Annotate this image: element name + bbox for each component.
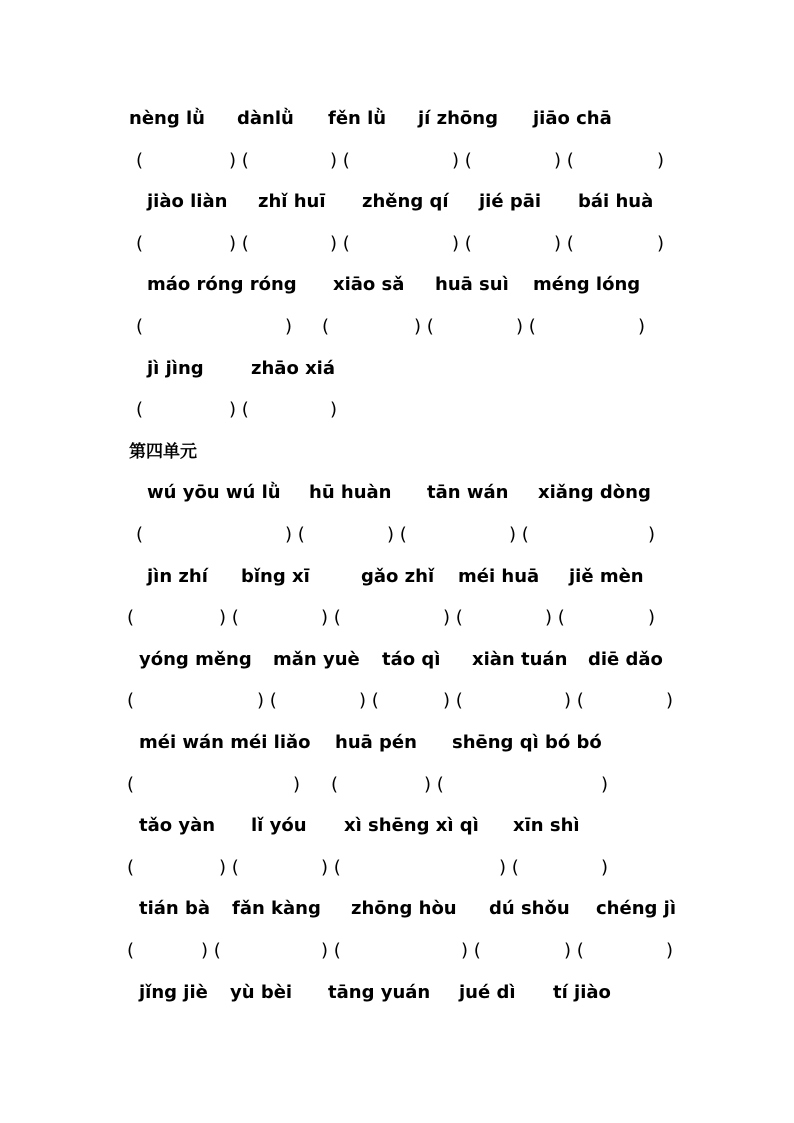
answer-bracket: ) ( xyxy=(201,940,221,961)
pinyin-word: xì shēng xì qì xyxy=(344,815,479,836)
pinyin-word: méng lóng xyxy=(533,274,641,295)
answer-bracket: ( xyxy=(331,774,339,795)
answer-bracket: ) xyxy=(648,524,656,545)
pinyin-word: jiě mèn xyxy=(569,566,644,587)
pinyin-word: jié pāi xyxy=(479,191,542,212)
pinyin-word: jué dì xyxy=(459,982,516,1003)
pinyin-word: yù bèi xyxy=(230,982,293,1003)
answer-bracket: ( xyxy=(136,524,144,545)
answer-bracket: ( xyxy=(136,233,144,254)
pinyin-word: lǐ yóu xyxy=(251,815,307,836)
pinyin-word: zhōng hòu xyxy=(351,898,457,919)
pinyin-word: jiào liàn xyxy=(147,191,228,212)
pinyin-word: tāng yuán xyxy=(328,982,431,1003)
answer-bracket: ) xyxy=(285,316,293,337)
answer-bracket: ) ( xyxy=(387,524,407,545)
answer-bracket: ) ( xyxy=(321,857,341,878)
answer-bracket: ) xyxy=(657,150,665,171)
pinyin-word: jiāo chā xyxy=(533,108,612,129)
pinyin-word: wú yōu wú lǜ xyxy=(147,482,281,503)
pinyin-word: jì jìng xyxy=(147,358,204,379)
pinyin-word: shēng qì bó bó xyxy=(452,732,602,753)
answer-bracket: ( xyxy=(322,316,330,337)
answer-bracket: ( xyxy=(127,690,135,711)
answer-bracket: ) xyxy=(330,399,338,420)
pinyin-word: nèng lǜ xyxy=(129,108,205,129)
answer-bracket: ) ( xyxy=(321,607,341,628)
answer-bracket: ) ( xyxy=(545,607,565,628)
pinyin-word: jǐng jiè xyxy=(139,982,208,1003)
pinyin-word: dú shǒu xyxy=(489,898,570,919)
answer-bracket: ) ( xyxy=(509,524,529,545)
answer-bracket: ) xyxy=(601,774,609,795)
answer-bracket: ( xyxy=(127,857,135,878)
pinyin-word: méi wán méi liǎo xyxy=(139,732,311,753)
pinyin-word: yóng měng xyxy=(139,649,252,670)
answer-bracket: ) xyxy=(638,316,646,337)
pinyin-word: huā pén xyxy=(335,732,417,753)
answer-bracket: ) ( xyxy=(219,607,239,628)
answer-bracket: ) ( xyxy=(564,940,584,961)
pinyin-word: zhāo xiá xyxy=(251,358,335,379)
answer-bracket: ) ( xyxy=(443,607,463,628)
pinyin-word: fěn lǜ xyxy=(328,108,387,129)
pinyin-word: diē dǎo xyxy=(588,649,663,670)
pinyin-word: zhěng qí xyxy=(362,191,449,212)
pinyin-word: xiǎng dòng xyxy=(538,482,651,503)
answer-bracket: ( xyxy=(136,150,144,171)
pinyin-word: tí jiào xyxy=(553,982,611,1003)
answer-bracket: ) ( xyxy=(229,150,249,171)
answer-bracket: ) ( xyxy=(564,690,584,711)
answer-bracket: ) ( xyxy=(414,316,434,337)
answer-bracket: ( xyxy=(127,607,135,628)
answer-bracket: ) ( xyxy=(443,690,463,711)
answer-bracket: ( xyxy=(127,774,135,795)
pinyin-word: chéng jì xyxy=(596,898,676,919)
pinyin-word: tǎo yàn xyxy=(139,815,216,836)
answer-bracket: ) xyxy=(666,940,674,961)
answer-bracket: ) ( xyxy=(330,150,350,171)
pinyin-word: hū huàn xyxy=(309,482,392,503)
answer-bracket: ) ( xyxy=(257,690,277,711)
pinyin-word: jí zhōng xyxy=(418,108,498,129)
answer-bracket: ) ( xyxy=(359,690,379,711)
answer-bracket: ) xyxy=(657,233,665,254)
answer-bracket: ) ( xyxy=(452,233,472,254)
pinyin-word: tān wán xyxy=(427,482,509,503)
answer-bracket: ) xyxy=(666,690,674,711)
section-heading: 第四单元 xyxy=(129,442,197,462)
pinyin-word: mǎn yuè xyxy=(273,649,360,670)
answer-bracket: ) ( xyxy=(554,233,574,254)
answer-bracket: ) ( xyxy=(424,774,444,795)
pinyin-word: xiàn tuán xyxy=(472,649,568,670)
pinyin-word: jìn zhí xyxy=(147,566,208,587)
answer-bracket: ) ( xyxy=(229,399,249,420)
pinyin-word: zhǐ huī xyxy=(258,191,326,212)
pinyin-word: fǎn kàng xyxy=(232,898,321,919)
answer-bracket: ) ( xyxy=(330,233,350,254)
answer-bracket: ) ( xyxy=(461,940,481,961)
answer-bracket: ) xyxy=(648,607,656,628)
answer-bracket: ) ( xyxy=(516,316,536,337)
answer-bracket: ) xyxy=(601,857,609,878)
pinyin-word: xiāo sǎ xyxy=(333,274,405,295)
pinyin-word: xīn shì xyxy=(513,815,580,836)
pinyin-word: bái huà xyxy=(578,191,654,212)
answer-bracket: ) ( xyxy=(285,524,305,545)
pinyin-word: dànlǜ xyxy=(237,108,294,129)
pinyin-word: gǎo zhǐ xyxy=(361,566,435,587)
answer-bracket: ) ( xyxy=(321,940,341,961)
answer-bracket: ) ( xyxy=(499,857,519,878)
pinyin-word: tián bà xyxy=(139,898,211,919)
pinyin-word: bǐng xī xyxy=(241,566,310,587)
answer-bracket: ) ( xyxy=(219,857,239,878)
answer-bracket: ) ( xyxy=(554,150,574,171)
pinyin-word: máo róng róng xyxy=(147,274,297,295)
pinyin-word: huā suì xyxy=(435,274,509,295)
answer-bracket: ) xyxy=(293,774,301,795)
answer-bracket: ) ( xyxy=(452,150,472,171)
answer-bracket: ( xyxy=(127,940,135,961)
answer-bracket: ) ( xyxy=(229,233,249,254)
answer-bracket: ( xyxy=(136,316,144,337)
pinyin-word: táo qì xyxy=(382,649,441,670)
pinyin-word: méi huā xyxy=(458,566,540,587)
answer-bracket: ( xyxy=(136,399,144,420)
